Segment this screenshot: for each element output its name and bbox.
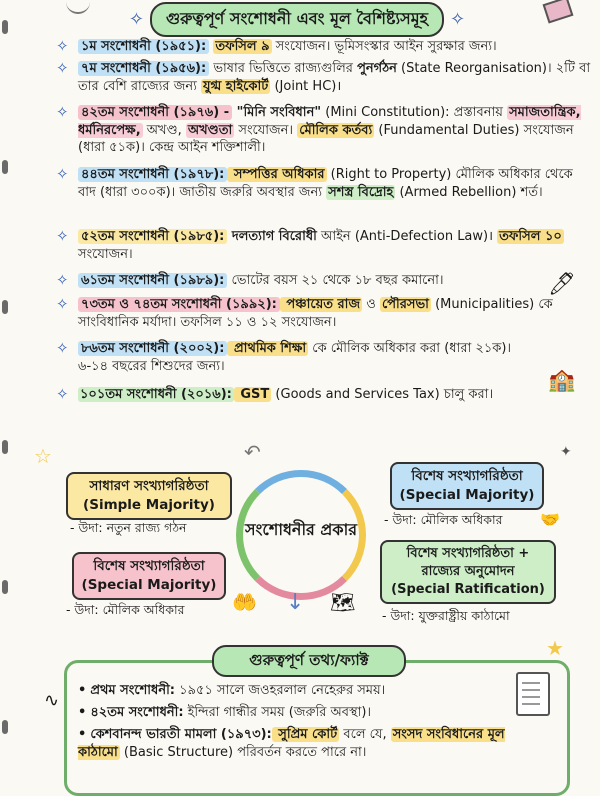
amendment-text: সংযোজন।	[234, 122, 298, 138]
amendment-text: সংযোজন।	[78, 246, 133, 262]
type-example: - উদা: মৌলিক অধিকার	[66, 602, 185, 617]
amendment-heading: ১ম সংশোধনী (১৯৫১):	[78, 39, 209, 54]
doodle-icon: ∿	[44, 690, 60, 711]
amendment-item	[56, 60, 591, 100]
type-example: - উদা: নতুন রাজ্য গঠন	[70, 520, 187, 535]
section-title	[82, 4, 512, 34]
amendment-heading: ৭৩তম ও ৭৪তম সংশোধনী (১৯৯২):	[78, 297, 280, 312]
type-special-majority-left	[72, 552, 226, 600]
fact-text: ১৯৫১ সালে জওহরলাল নেহেরুর সময়।	[175, 683, 386, 698]
type-simple-majority	[66, 472, 232, 520]
amendment-text: (Armed Rebellion) শর্ত।	[395, 184, 543, 200]
amendment-text: (Mini Constitution): প্রস্তাবনায়	[321, 105, 508, 120]
title-text: গুরুত্বপূর্ণ সংশোধনী এবং মূল বৈশিষ্ট্যসমূহ	[150, 2, 444, 37]
amendment-text: (State Reorganisation)। ২টি বা তার বেশি রাজ্যের জন্য	[78, 61, 591, 94]
amendment-text: ও	[362, 297, 380, 312]
highlight-text: প্রাথমিক শিক্ষা	[229, 341, 307, 356]
sparkle-icon: ✧	[450, 8, 466, 30]
highlight-text: যুগ্ম হাইকোর্ট	[202, 78, 269, 94]
amendment-heading: ৫২তম সংশোধনী (১৯৮৫):	[78, 229, 227, 244]
highlight-text: GST	[235, 387, 270, 402]
fact-item	[78, 704, 528, 722]
fact-item	[78, 726, 518, 762]
hand-icon: 🤝	[540, 510, 560, 529]
school-building-icon: 🏫	[548, 368, 576, 393]
amendment-types-diagram	[0, 440, 600, 640]
amendment-text: কে মৌলিক অধিকার করা (ধারা ২১ক)। ৬-১৪ বছরের শিশুদের জন্য।	[78, 341, 512, 374]
bullet-dot: •	[78, 683, 87, 698]
fact-heading: প্রথম সংশোধনী:	[90, 683, 176, 698]
diamond-bullet-icon: ✧	[56, 103, 69, 121]
highlight-text: তফসিল ৯	[215, 39, 270, 54]
type-subtitle: (Simple Majority)	[83, 497, 215, 513]
amendment-text: ভাষার ভিত্তিতে রাজ্যগুলির	[209, 61, 358, 76]
highlight-text: মৌলিক কর্তব্য	[299, 122, 373, 138]
diamond-bullet-icon: ✧	[56, 165, 69, 183]
facts-title: গুরুত্বপূর্ণ তথ্য/ফ্যাক্ট	[212, 645, 406, 677]
highlight-text: পৌরসভা	[381, 297, 429, 312]
amendment-item	[56, 340, 538, 380]
type-special-ratification	[380, 540, 556, 604]
amendment-item	[56, 228, 591, 268]
curved-arrow-icon: ↶	[244, 440, 261, 464]
diamond-bullet-icon: ✧	[56, 339, 69, 357]
highlight-text: সম্পত্তির অধিকার	[229, 167, 325, 182]
highlight-text: সশস্ত্র বিদ্রোহ	[328, 184, 394, 200]
fact-item	[78, 682, 528, 700]
highlight-text: "মিনি সংবিধান"	[232, 105, 322, 120]
amendment-text: (Joint HC)।	[270, 78, 342, 94]
amendment-heading: ৪৪তম সংশোধনী (১৯৭৮):	[78, 167, 227, 182]
highlight-text: দলত্যাগ বিরোধী	[227, 229, 317, 244]
diamond-bullet-icon: ✧	[56, 59, 69, 77]
type-title: সাধারণ সংখ্যাগরিষ্ঠতা	[89, 478, 209, 494]
fact-heading: ৪২তম সংশোধনী:	[90, 705, 184, 720]
amendment-heading: ৬১তম সংশোধনী (১৯৮৯):	[78, 273, 227, 288]
amendment-list	[56, 38, 591, 406]
type-subtitle: (Special Majority)	[399, 487, 535, 503]
amendment-item	[56, 386, 591, 406]
amendment-text: (Right to Property) মৌলিক অধিকার থেকে বাদ (ধারা ৩০০ক)। জাতীয় জরুরি অবস্থার জন্য	[78, 167, 573, 200]
highlight-text: পঞ্চায়েত রাজ	[281, 297, 361, 312]
amendment-text: অখণ্ড,	[142, 122, 186, 138]
amendment-item	[56, 104, 591, 162]
highlight-text: অখণ্ডতা	[187, 122, 233, 138]
notebook-binding	[2, 0, 10, 777]
down-arrow-icon: ↓	[286, 590, 305, 615]
fact-text: ইন্দিরা গান্ধীর সময় (জরুরি অবস্থা)।	[183, 705, 372, 720]
amendment-text: (Fundamental Duties) সংযোজন (ধারা ৫১ক)। কেন্দ্র আইন শক্তিশালী।	[78, 122, 574, 155]
sparkle-icon: ✧	[128, 8, 144, 30]
fact-text: (Basic Structure) পরিবর্তন করতে পারে না।	[119, 745, 367, 760]
amendment-text: (Municipalities) কে সাংবিধানিক মর্যাদা। তফসিল ১১ ও ১২ সংযোজন।	[78, 297, 553, 330]
map-icon: 🗺	[330, 590, 356, 614]
amendment-heading: ৮৬তম সংশোধনী (২০০২):	[78, 341, 227, 356]
type-subtitle: (Special Majority)	[81, 577, 217, 593]
fact-heading: কেশবানন্দ ভারতী মামলা (১৯৭৩):	[90, 727, 272, 742]
type-example: - উদা: মৌলিক অধিকার	[384, 512, 503, 527]
type-subtitle: (Special Ratification)	[391, 582, 545, 597]
highlight-text: সংসদ সংবিধানের মূল কাঠামো	[78, 727, 505, 760]
diamond-bullet-icon: ✧	[56, 227, 69, 245]
star-icon: ★	[546, 636, 564, 660]
sparkle-icon: ✦	[560, 444, 572, 460]
type-title: বিশেষ সংখ্যাগরিষ্ঠতা + রাজ্যের অনুমোদন	[406, 546, 530, 579]
diamond-bullet-icon: ✧	[56, 271, 69, 289]
amendment-item	[56, 166, 591, 224]
book-icon	[543, 0, 574, 24]
type-example: - উদা: যুক্তরাষ্ট্রীয় কাঠামো	[382, 608, 510, 623]
highlight-text: সুপ্রিম কোর্ট	[273, 727, 338, 742]
diamond-bullet-icon: ✧	[56, 295, 69, 313]
highlight-text: পুনর্গঠন	[357, 61, 397, 76]
star-icon: ☆	[34, 444, 52, 468]
amendment-heading: ৭ম সংশোধনী (১৯৫৬):	[78, 61, 209, 76]
voting-pen-icon: 🖊	[548, 272, 576, 297]
amendment-text: ভোটের বয়স ২১ থেকে ১৮ বছর কমানো।	[227, 273, 444, 288]
diamond-bullet-icon: ✧	[56, 385, 69, 403]
diamond-bullet-icon: ✧	[56, 37, 69, 55]
amendment-text: আইন (Anti-Defection Law)।	[316, 229, 498, 244]
diagram-center-label: সংশোধনীর প্রকার	[244, 520, 358, 539]
type-special-majority-right	[390, 462, 544, 510]
amendment-item	[56, 38, 591, 58]
type-title: বিশেষ সংখ্যাগরিষ্ঠতা	[411, 468, 523, 484]
clipboard-icon	[516, 672, 550, 716]
highlight-text: সমাজতান্ত্রিক, ধর্মনিরপেক্ষ,	[78, 105, 581, 138]
amendment-item	[56, 272, 538, 292]
amendment-text: সংযোজন। ভূমিসংস্কার আইন সুরক্ষার জন্য।	[271, 39, 497, 54]
fact-text: বলে যে,	[339, 727, 391, 742]
hand-rights-icon: 🤲	[232, 590, 257, 614]
amendment-heading: ৪২তম সংশোধনী (১৯৭৬) -	[78, 105, 232, 120]
bullet-dot: •	[78, 705, 87, 720]
type-title: বিশেষ সংখ্যাগরিষ্ঠতা	[93, 558, 205, 574]
amendment-heading: ১০১তম সংশোধনী (২০১৬):	[80, 387, 232, 402]
amendment-text: (Goods and Services Tax) চালু করা।	[271, 387, 494, 402]
highlight-text: তফসিল ১০	[499, 229, 562, 244]
bullet-dot: •	[78, 727, 87, 742]
amendment-item	[56, 296, 591, 336]
